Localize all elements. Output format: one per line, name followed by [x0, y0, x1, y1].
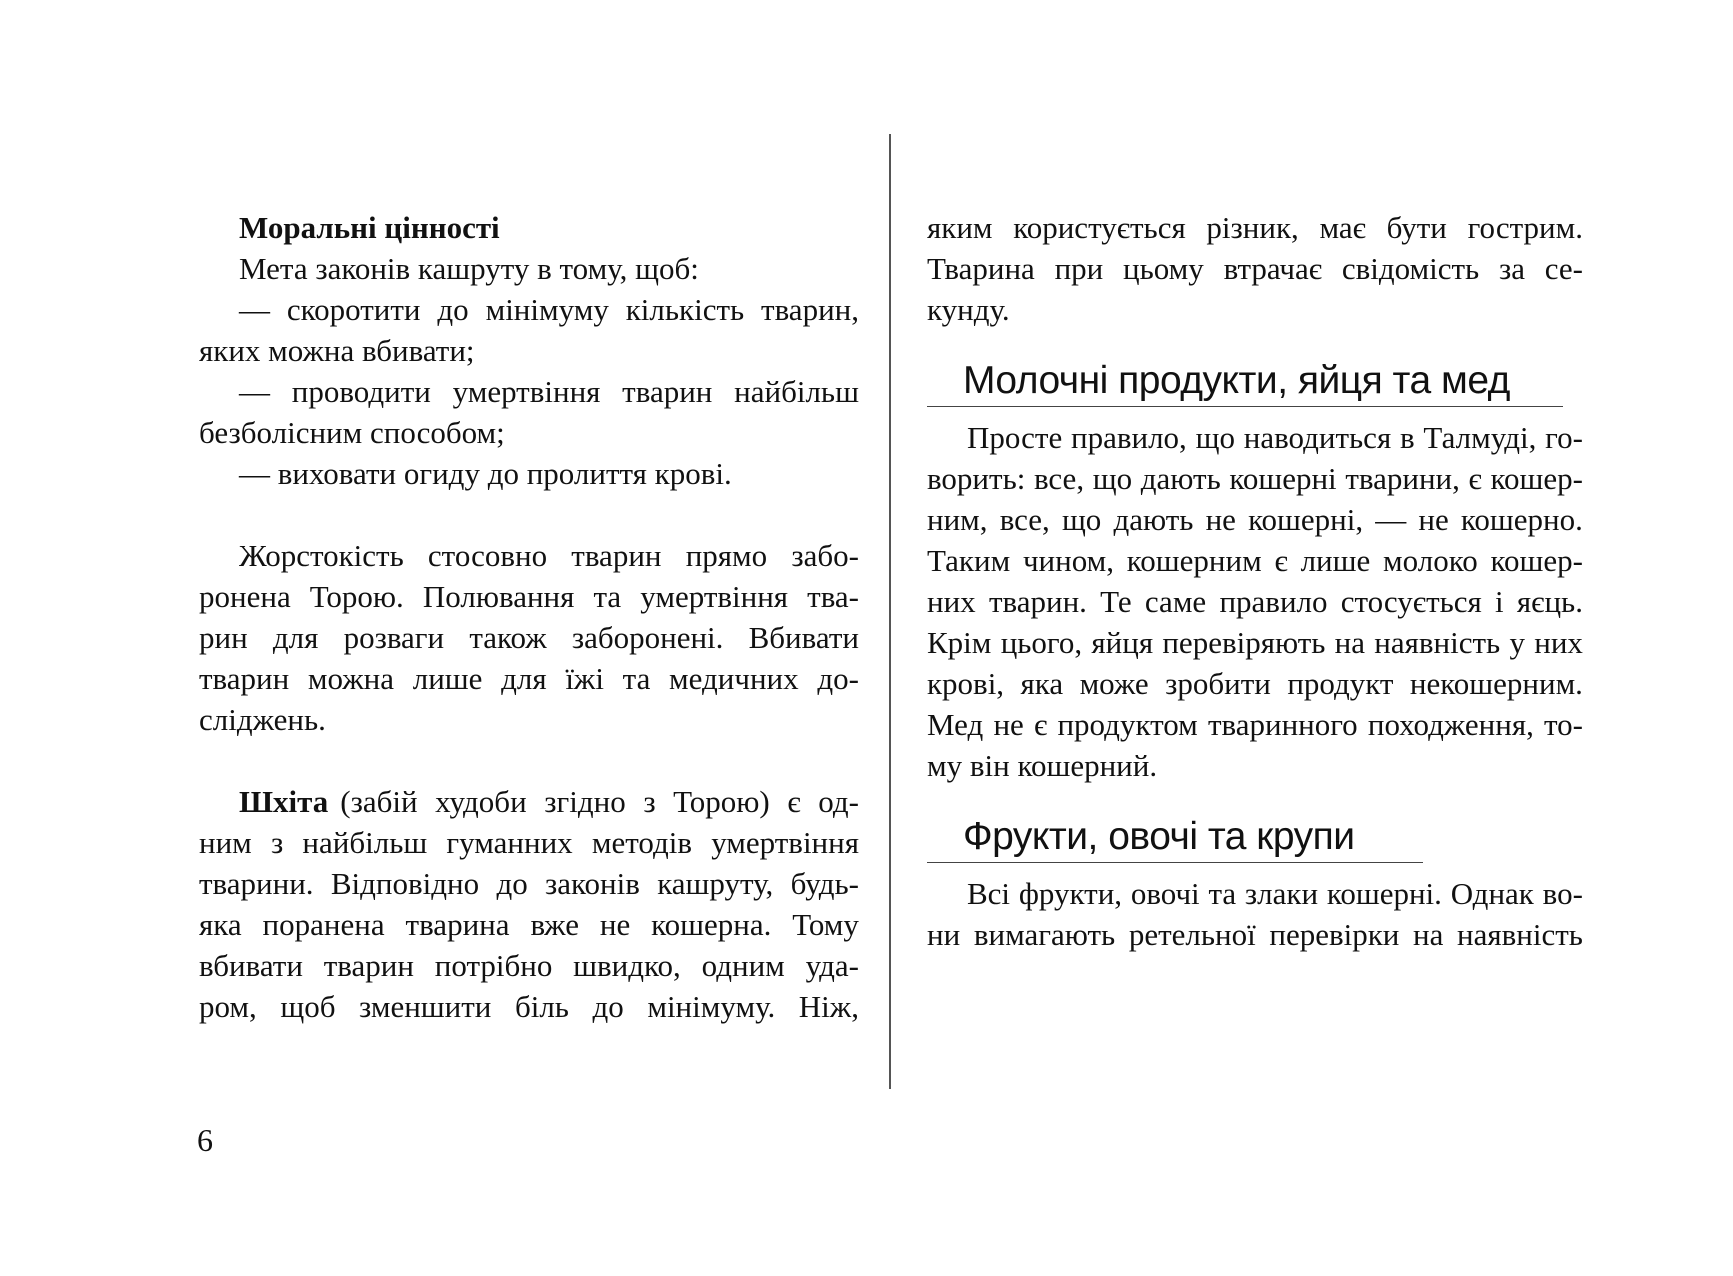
paragraph-line: ронена Торою. Полювання та умертвіння тва-: [199, 579, 859, 614]
section-heading-fruits-vegetables-grains: Фрукти, овочі та крупи: [927, 812, 1423, 863]
paragraph-line: вбивати тварин потрібно швидко, одним уда-: [199, 948, 859, 983]
paragraph-line: Жорстокість стосовно тварин прямо забо-: [239, 538, 859, 573]
paragraph-line: яка поранена тварина вже не кошерна. Тому: [199, 907, 859, 942]
paragraph-line: ним, все, що дають не кошерні, — не кошерно.: [927, 502, 1583, 537]
paragraph-line: ром, щоб зменшити біль до мінімуму. Ніж,: [199, 989, 859, 1024]
section-heading-moral-values: Моральні цінності: [239, 210, 500, 245]
paragraph-line: кунду.: [927, 292, 1010, 327]
paragraph-line: ним з найбільш гуманних методів умертвіння: [199, 825, 859, 860]
intro-line: Мета законів кашруту в тому, щоб:: [239, 251, 699, 286]
section-heading-dairy-eggs-honey: Молочні продукти, яйця та мед: [927, 356, 1563, 407]
list-item-continuation: безболісним способом;: [199, 415, 505, 450]
paragraph-line: них тварин. Те саме правило стосується і яєць.: [927, 584, 1583, 619]
paragraph-line: Всі фрукти, овочі та злаки кошерні. Однак во-: [967, 876, 1583, 911]
paragraph-line: Крім цього, яйця перевіряють на наявність у них: [927, 625, 1583, 660]
paragraph-line: Таким чином, кошерним є лише молоко кошер-: [927, 543, 1583, 578]
paragraph-line-rest: (забій худоби згідно з Торою) є од-: [340, 784, 859, 819]
list-item: — скоротити до мінімуму кількість тварин,: [239, 292, 859, 327]
right-column: [927, 207, 1583, 955]
paragraph-line: му він кошерний.: [927, 748, 1158, 783]
page-number: 6: [197, 1122, 213, 1158]
list-item: — проводити умертвіння тварин найбільш: [239, 374, 859, 409]
list-item-continuation: яких можна вбивати;: [199, 333, 475, 368]
paragraph-line: Тварина при цьому втрачає свідомість за се-: [927, 251, 1583, 286]
paragraph-line: рин для розваги також заборонені. Вбивати: [199, 620, 859, 655]
paragraph-line: Мед не є продуктом тваринного походження, то-: [927, 707, 1583, 742]
left-column: [199, 207, 859, 1027]
shkhita-term: Шхіта: [239, 784, 329, 819]
paragraph-line: яким користується різник, має бути гострим.: [927, 210, 1583, 245]
paragraph-line: [199, 781, 859, 822]
paragraph-line: ворить: все, що дають кошерні тварини, є кошер-: [927, 461, 1583, 496]
column-divider: [889, 134, 891, 1089]
paragraph-line: тварини. Відповідно до законів кашруту, будь-: [199, 866, 859, 901]
paragraph-line: ни вимагають ретельної перевірки на наявність: [927, 917, 1583, 952]
paragraph-line: тварин можна лише для їжі та медичних до-: [199, 661, 859, 696]
list-item: — виховати огиду до пролиття крові.: [239, 456, 732, 491]
paragraph-line: сліджень.: [199, 702, 326, 737]
paragraph-line: крові, яка може зробити продукт некошерним.: [927, 666, 1583, 701]
paragraph-line: Просте правило, що наводиться в Талмуді, го-: [967, 420, 1583, 455]
